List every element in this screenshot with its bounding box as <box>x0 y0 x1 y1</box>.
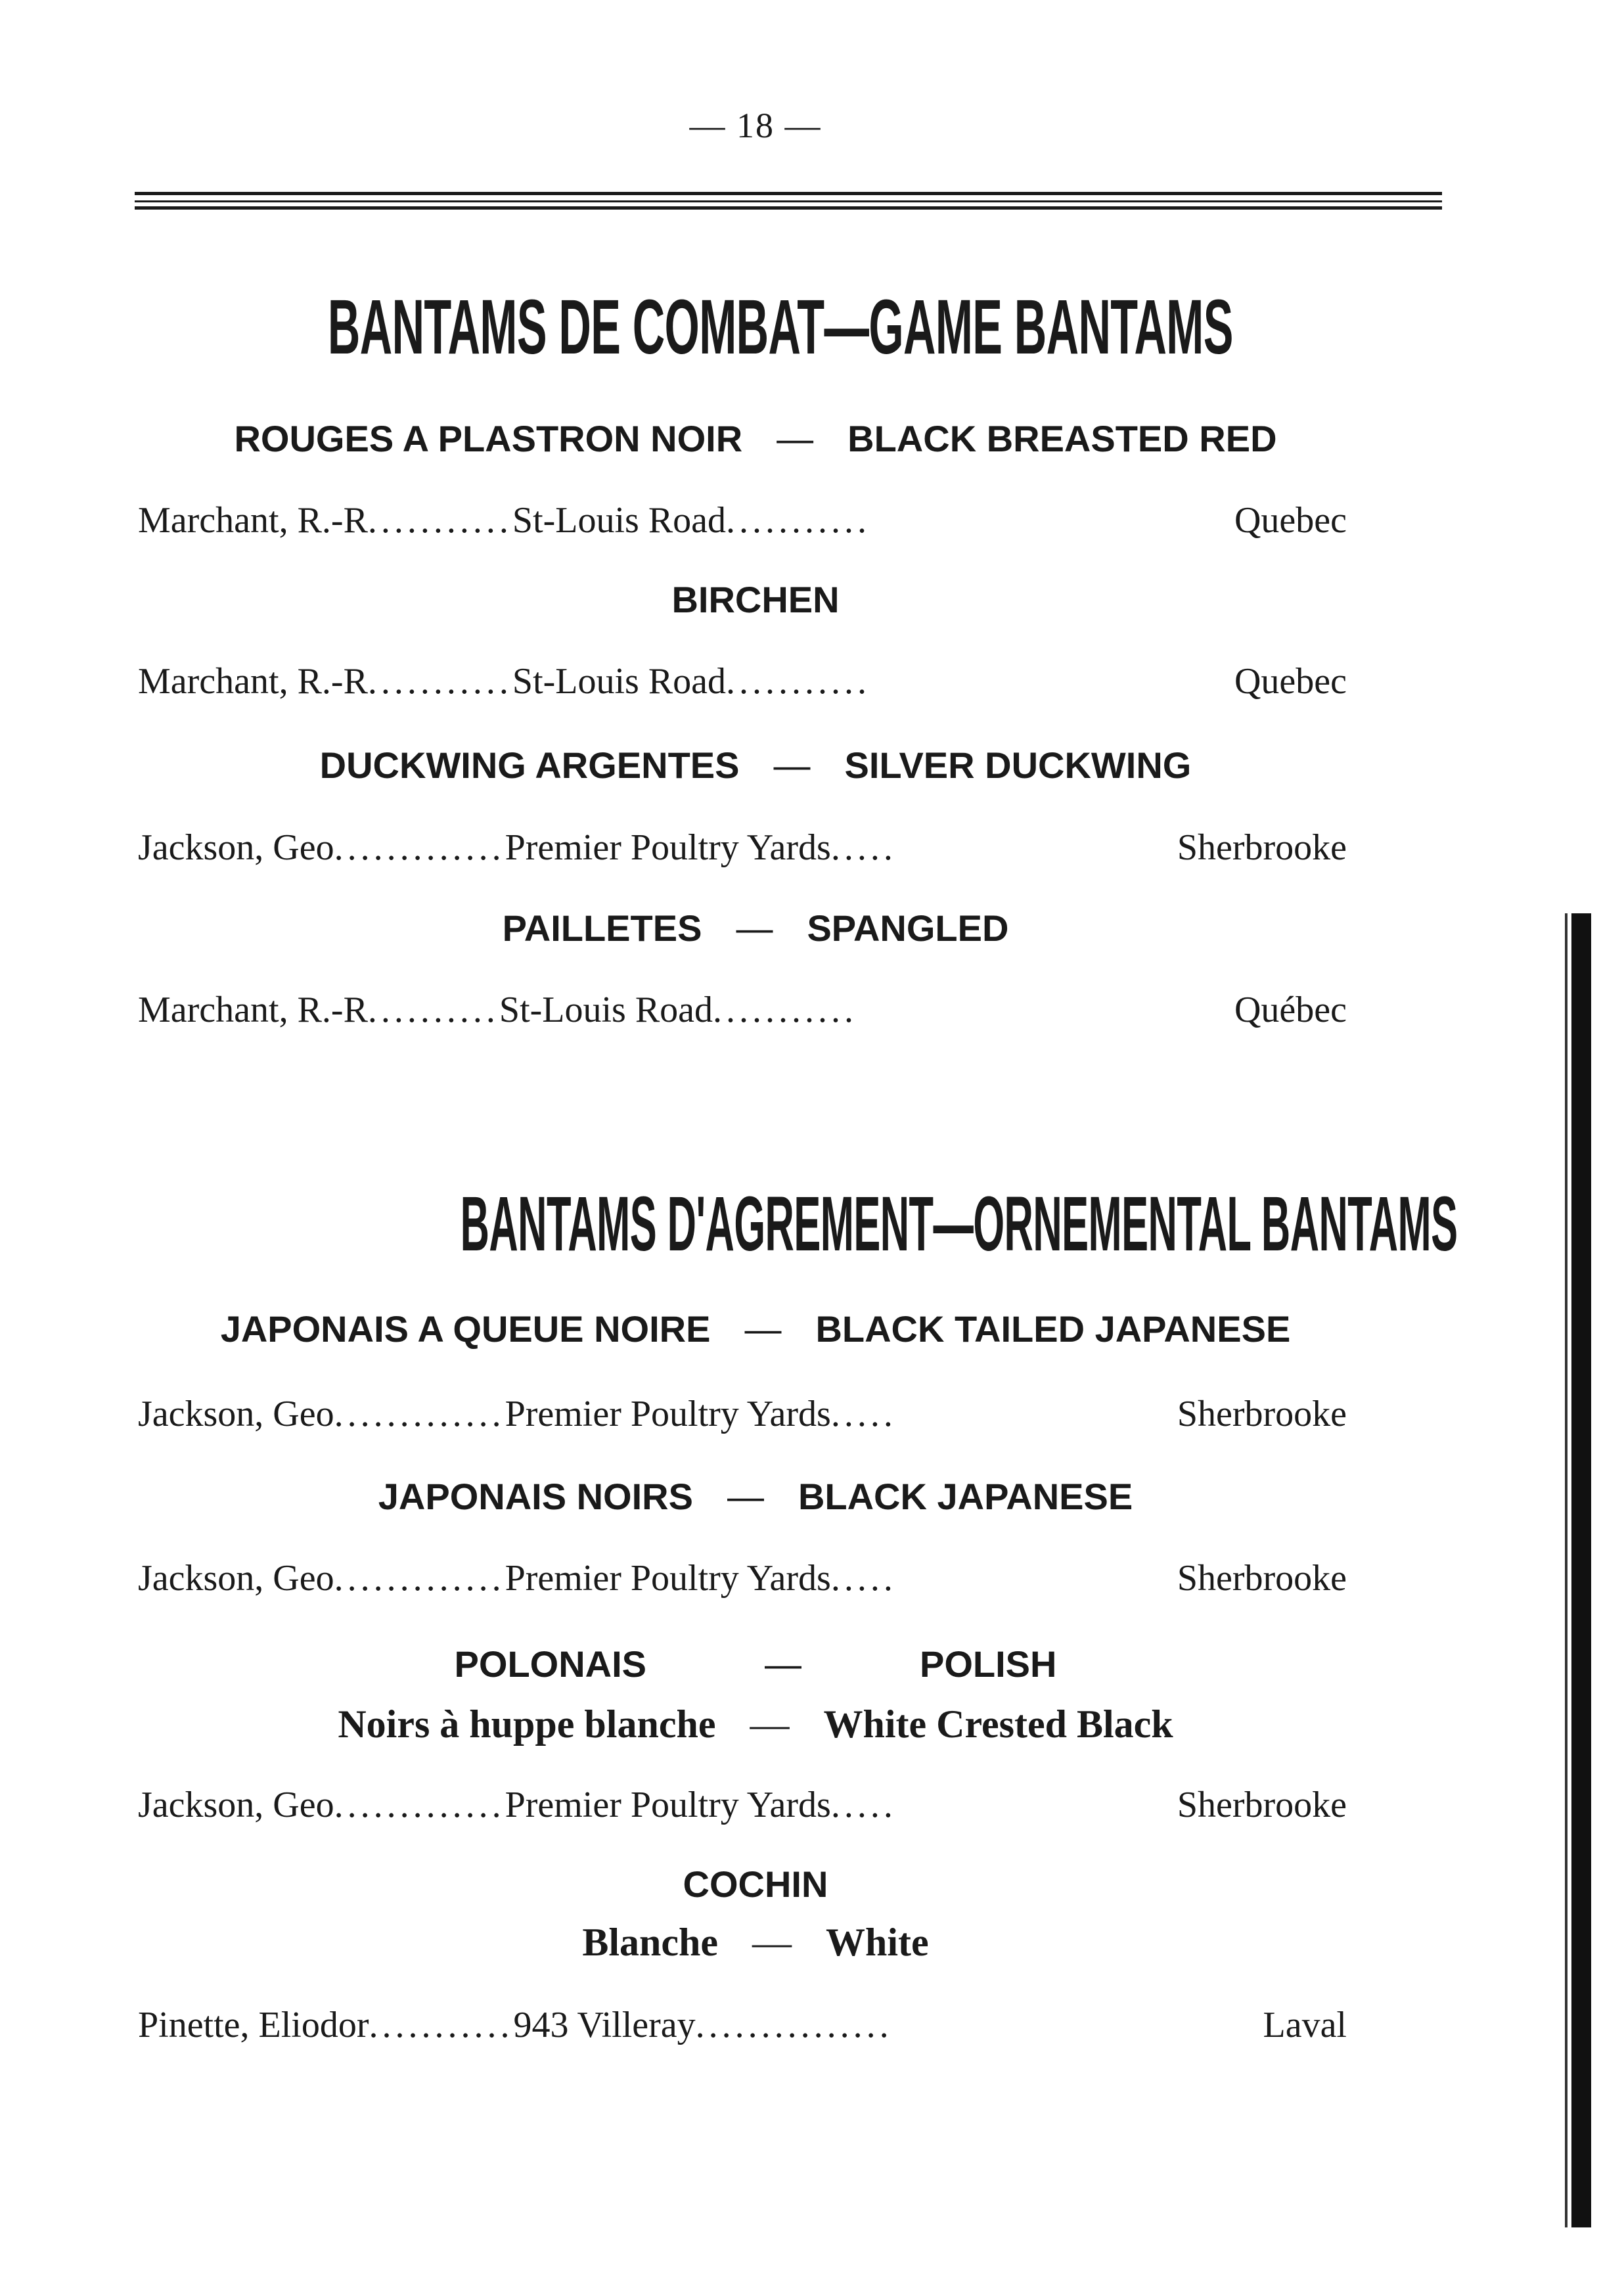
header-rule <box>135 192 1442 195</box>
breed-subheading: Noirs à huppe blanche — White Crested Black <box>338 1702 1173 1746</box>
header-rule <box>135 206 1442 210</box>
header-rule <box>135 200 1442 202</box>
breeder-entry: Jackson, Geo ............. Premier Poultry Yards ..... Sherbrooke <box>138 1785 1347 1825</box>
breed-heading: PAILLETES — SPANGLED <box>502 907 1009 949</box>
scan-edge-bar <box>1571 913 1591 2227</box>
breed-heading: ROUGES A PLASTRON NOIR — BLACK BREASTED RED <box>234 418 1277 459</box>
breeder-entry: Marchant, R.-R .......... St-Louis Road ........... Québec <box>138 990 1347 1030</box>
breed-heading: JAPONAIS NOIRS — BLACK JAPANESE <box>378 1476 1133 1517</box>
section-title-game-bantams: BANTAMS DE COMBAT—GAME BANTAMS <box>327 284 1233 371</box>
breeder-entry: Marchant, R.-R ........... St-Louis Road ........... Quebec <box>138 500 1347 541</box>
breeder-entry: Pinette, Eliodor ........... 943 Villeray ............... Laval <box>138 2005 1347 2045</box>
breed-heading: JAPONAIS A QUEUE NOIRE — BLACK TAILED JAPANESE <box>220 1308 1291 1350</box>
breeder-entry: Jackson, Geo ............. Premier Poultry Yards ..... Sherbrooke <box>138 1394 1347 1434</box>
breed-heading: DUCKWING ARGENTES — SILVER DUCKWING <box>319 744 1192 786</box>
section-title-ornemental-bantams: BANTAMS D'AGREMENT—ORNEMENTAL BANTAMS <box>460 1181 1458 1267</box>
breed-subheading: Blanche — White <box>582 1921 929 1964</box>
breed-heading: COCHIN <box>683 1863 828 1905</box>
breed-heading: POLONAIS — POLISH <box>454 1643 1057 1685</box>
breeder-entry: Jackson, Geo ............. Premier Poultry Yards ..... Sherbrooke <box>138 827 1347 868</box>
breeder-entry: Jackson, Geo ............. Premier Poultry Yards ..... Sherbrooke <box>138 1558 1347 1599</box>
page-number: — 18 — <box>689 106 822 145</box>
scan-edge-thin <box>1565 913 1568 2227</box>
breed-heading: BIRCHEN <box>671 579 840 620</box>
breeder-entry: Marchant, R.-R ........... St-Louis Road ........... Quebec <box>138 661 1347 702</box>
